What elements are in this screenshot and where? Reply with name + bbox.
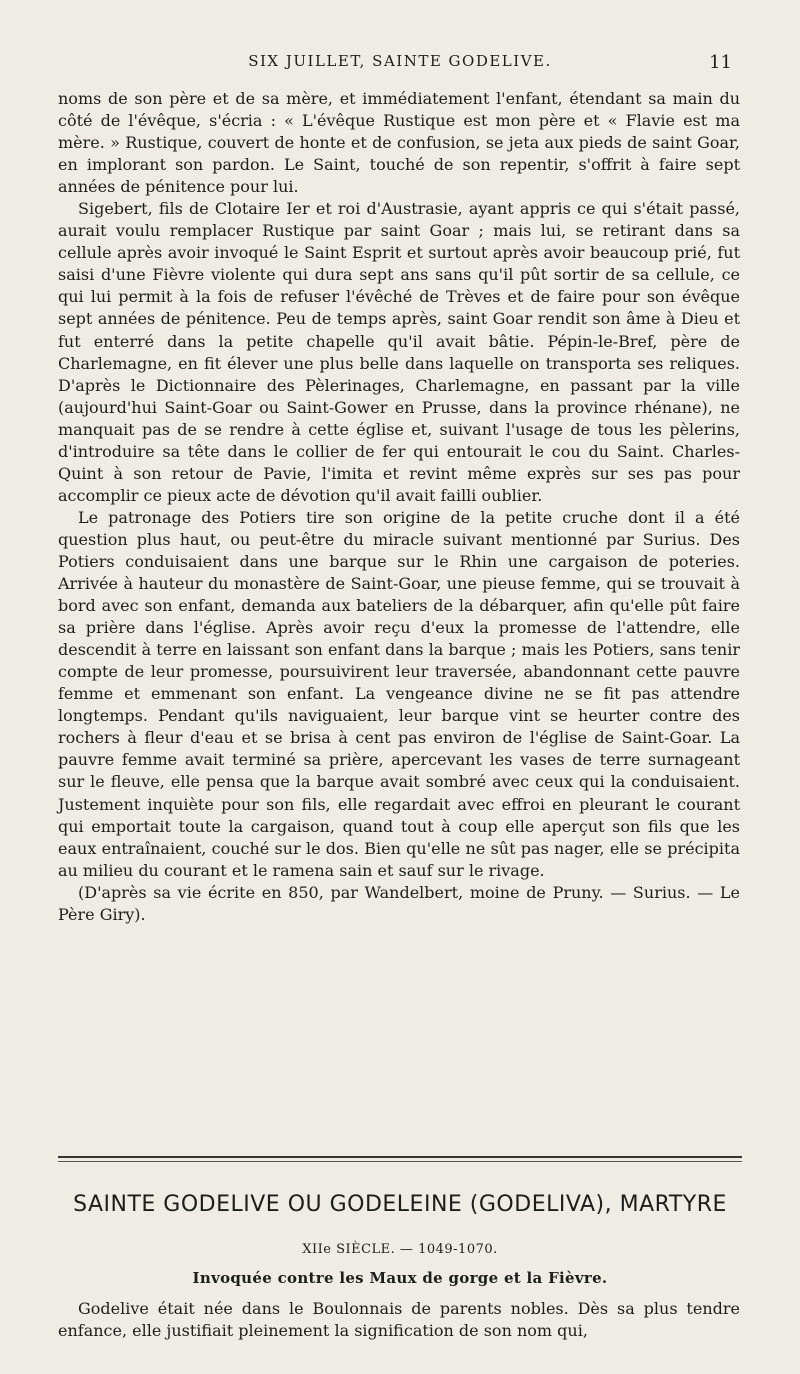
paragraph-3: Le patronage des Potiers tire son origine de la petite cruche dont il a été question plus haut, ou peut-être du miracle suivant mentionné par Surius. Des Potiers conduisaient dans une barque sur le Rhin une cargaison de poteries. Arrivée à hauteur du monastère de Saint-Goar, une pieuse femme, qui se trouvait à bord avec son enfant, demanda aux bateliers de la débarquer, afin qu'elle pût faire sa prière dans l'église. Après avoir reçu d'eux la promesse de l'attendre, elle descendit à terre en laissant son enfant dans la barque ; mais les Potiers, sans tenir compte de leur promesse, poursuivirent leur traversée, abandonnant cette pauvre femme et emmenant son enfant. La vengeance divine ne se fit pas attendre longtemps. Pendant qu'ils naviguaient, leur barque vint se heurter contre des rochers à fleur d'eau et se brisa à cent pas environ de l'église de Saint-Goar. La pauvre femme avait terminé sa prière, apercevant les vases de terre surnageant sur le fleuve, elle pensa que la barque avait sombré avec ceux qui la conduisaient. Justement inquiète pour son fils, elle regardait avec effroi en pleurant le courant qui emportait toute la cargaison, quand tout à coup elle aperçut son fils que les eaux entraînaient, couché sur le dos. Bien qu'elle ne sût pas nager, elle se précipita au milieu du courant et le ramena sain et sauf sur le rivage. <box>58 507 740 880</box>
source-citation: (D'après sa vie écrite en 850, par Wandelbert, moine de Pruny. — Surius. — Le Père Giry). <box>58 882 740 924</box>
paragraph-2: Sigebert, fils de Clotaire Ier et roi d'Austrasie, ayant appris ce qui s'était passé, aurait voulu remplacer Rustique par saint Goar ; mais lui, se retirant dans sa cellule après avoir invoqué le Saint Esprit et surtout après avoir beaucoup prié, fut saisi d'une Fièvre violente qui dura sept ans sans qu'il pût sortir de sa cellule, ce qui lui permit à la fois de refuser l'évêché de Trèves et de faire pour son évêque sept années de pénitence. Peu de temps après, saint Goar rendit son âme à Dieu et fut enterré dans la petite chapelle qu'il avait bâtie. Pépin-le-Bref, père de Charlemagne, en fit élever une plus belle dans laquelle on transporta ses reliques. D'après le Dictionnaire des Pèlerinages, Charlemagne, en passant par la ville (aujourd'hui Saint-Goar ou Saint-Gower en Prusse, dans la province rhénane), ne manquait pas de se rendre à cette église et, suivant l'usage de tous les pèlerins, d'introduire sa tête dans le collier de fer qui entourait le cou du Saint. Charles-Quint à son retour de Pavie, l'imita et revint même exprès sur ses pas pour accomplir ce pieux acte de dévotion qu'il avait failli oublier. <box>58 199 740 505</box>
running-head: SIX JUILLET, SAINTE GODELIVE. <box>248 52 552 70</box>
section-title: SAINTE GODELIVE OU GODELEINE (GODELIVA), MARTYRE <box>73 1192 727 1217</box>
body-text <box>58 88 740 926</box>
invocation-line: Invoquée contre les Maux de gorge et la Fièvre. <box>192 1269 608 1287</box>
paragraph-1: noms de son père et de sa mère, et immédiatement l'enfant, étendant sa main du côté de l'évêque, s'écria : « L'évêque Rustique est mon père et « Flavie est ma mère. » Rustique, couvert de honte et de confusion, se jeta aux pieds de saint Goar, en implorant son pardon. Le Saint, touché de son repentir, s'offrit à faire sept années de pénitence pour lui. <box>58 89 740 197</box>
century-line: XIIe SIÈCLE. — 1049-1070. <box>302 1242 498 1257</box>
section-divider-thick <box>58 1156 742 1158</box>
section-divider-thin <box>58 1161 742 1162</box>
section-text <box>58 1298 740 1342</box>
page-number: 11 <box>709 52 732 73</box>
section-first-paragraph: Godelive était née dans le Boulonnais de parents nobles. Dès sa plus tendre enfance, elle justifiait pleinement la signification de son nom qui, <box>58 1299 740 1340</box>
